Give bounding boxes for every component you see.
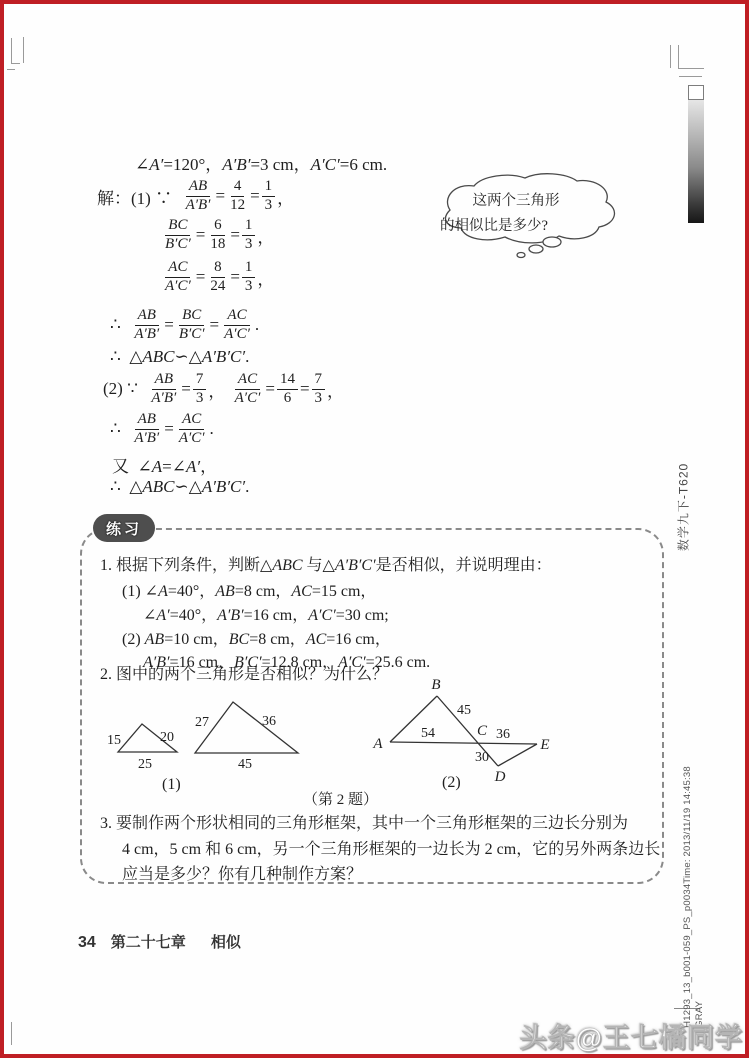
registration-mark-topleft-line [23,37,24,63]
registration-mark-topleft-dash [7,69,15,70]
side-AC-label: 54 [421,726,435,741]
small-triangle-right-label: 20 [160,730,174,745]
side-CE-label: 36 [496,727,510,742]
practice-item3-line3: 应当是多少？你有几种制作方案？ [122,866,363,883]
registration-mark-topleft-l [11,38,20,64]
large-triangle-right-label: 36 [262,714,276,729]
large-triangle-bottom-label: 45 [238,757,252,772]
solution-step-6: (2) ∵ $\frac{AB}{A'B'}$ = $\frac{7}{3}$ ， $\frac{AC}{A'C'}$ = $\frac{14}{6}$ = $\frac{7}{3}$ ， [103,371,345,406]
practice-item3-line2: 4 cm，5 cm 和 6 cm，另一个三角形框架的一边长为 2 cm，它的另外两条边长 [122,841,661,858]
registration-mark-bottomleft-line [11,1022,12,1045]
figure-2-triangles [358,668,568,790]
practice-item1-cond2: (2) AB=10 cm，BC=8 cm，AC=16 cm， [122,631,391,648]
vertex-E-label: E [540,737,550,753]
figure-1-triangles [95,682,325,777]
small-triangle-left-label: 15 [107,733,121,748]
calibration-square [688,85,704,100]
thought-bubble-trail-3 [517,253,525,258]
figure-1-caption: (1) [162,776,181,793]
line-AE [390,742,537,744]
thought-bubble-text-line1: 这两个三角形 [472,193,560,209]
practice-item1: 1. 根据下列条件，判断△ABC 与△A′B′C′是否相似，并说明理由： [100,557,552,574]
solution-step-5: ∴ △ABC∽△A′B′C′. [110,347,250,366]
side-CD-label: 30 [475,750,489,765]
print-color-mode: GRAY [694,1000,705,1028]
figure-group-caption: （第 2 题） [303,792,379,808]
solution-step-3: $\frac{AC}{A'C'}$ = $\frac{8}{24}$ = $\frac{1}{3}$ ， [165,259,275,294]
watermark-text: 头条@王七橘同学 [519,1023,743,1053]
print-file-info-vertical-text [682,766,706,1028]
thought-bubble-text-line2: 的相似比是多少? [440,218,548,234]
registration-mark-topright-line [670,45,671,68]
figure-2-caption: (2) [442,774,461,791]
small-triangle-bottom-label: 25 [138,757,152,772]
thought-bubble-trail-2 [529,245,543,253]
chapter-title: 相似 [210,935,241,951]
book-code-vertical-text: 数学九下-T620 [676,462,691,552]
solution-step-8: 又 ∠A=∠A′， [112,457,218,476]
solution-step-9: ∴ △ABC∽△A′B′C′. [110,477,250,496]
solution-step-2: $\frac{BC}{B'C'}$ = $\frac{6}{18}$ = $\frac{1}{3}$ ， [165,217,275,252]
thought-bubble [428,170,628,265]
solution-step-1: 解：(1) ∵ $\frac{AB}{A'B'}$ = $\frac{4}{12}$ = $\frac{1}{3}$ ， [97,178,295,213]
given-values-line: ∠A′=120°，A′B′=3 cm，A′C′=6 cm. [135,155,388,174]
solution-step-7: ∴ $\frac{AB}{A'B'}$ = $\frac{AC}{A'C'}$ . [110,411,214,446]
grayscale-calibration-bar [688,100,704,223]
large-triangle-left-label: 27 [195,715,209,730]
print-file-info-line: H1293_13_b001-059_PS_p0034Time: 2013/11/19 14:45:38 [682,766,693,1028]
side-BC-label: 45 [457,703,471,718]
practice-item1-cond1: (1) ∠A=40°，AB=8 cm，AC=15 cm， [122,583,377,600]
large-triangle [195,702,298,753]
practice-item2: 2. 图中的两个三角形是否相似？为什么？ [100,666,389,683]
vertex-A-label: A [373,736,383,752]
page-number: 34 [78,934,96,951]
vertex-D-label: D [494,769,506,785]
practice-item1-cond2b: A′B′=16 cm，B′C′=12.8 cm，A′C′=25.6 cm. [143,654,431,671]
chapter-label: 第二十七章 [110,935,186,951]
line-DE [498,744,537,766]
vertex-B-label: B [431,677,441,693]
registration-mark-topright-l [678,45,704,69]
thought-bubble-trail-1 [543,237,561,247]
practice-item3-line1: 3. 要制作两个形状相同的三角形框架，其中一个三角形框架的三边长分别为 [100,815,629,832]
solution-step-4: ∴ $\frac{AB}{A'B'}$ = $\frac{BC}{B'C'}$ = $\frac{AC}{A'C'}$ . [110,307,260,342]
practice-badge: 练习 [93,514,155,542]
practice-item1-cond1b: ∠A′=40°，A′B′=16 cm，A′C′=30 cm; [143,607,389,624]
page-footer [78,931,241,952]
registration-mark-topright-dash [679,76,702,77]
vertex-C-label: C [476,723,488,739]
